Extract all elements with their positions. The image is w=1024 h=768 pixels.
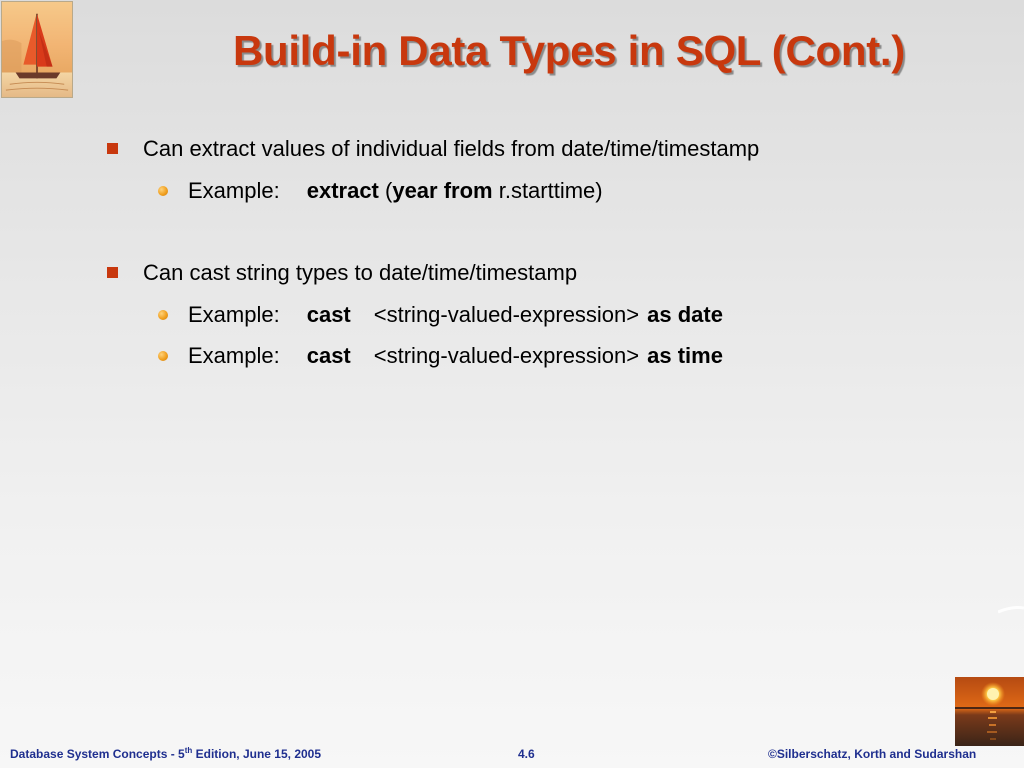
sub-bullet-2-1: [188, 301, 723, 329]
footer-left-sup: th: [184, 746, 193, 755]
bullet-item-1: Can extract values of individual fields from date/time/timestamp: [143, 136, 760, 161]
keyword-as-date: as date: [647, 302, 723, 327]
bullet-item-2: Can cast string types to date/time/timestamp: [143, 260, 578, 285]
keyword-cast: cast: [306, 302, 351, 327]
square-bullet-icon: [107, 267, 118, 278]
footer-page-number: 4.6: [518, 747, 535, 761]
circle-bullet-icon: [158, 351, 168, 361]
footer-copyright: ©Silberschatz, Korth and Sudarshan: [768, 747, 977, 761]
decorative-swoosh-icon: [998, 600, 1024, 624]
slide-title: Build-in Data Types in SQL (Cont.): [233, 27, 905, 74]
footer-left-tail: Edition, June 15, 2005: [192, 747, 322, 761]
sub-text: <string-valued-expression>: [373, 302, 640, 327]
sub-bullet-1-1: [188, 177, 603, 205]
circle-bullet-icon: [158, 310, 168, 320]
example-label: Example:: [188, 343, 280, 368]
square-bullet-icon: [107, 143, 118, 154]
sub-bullet-2-2: [188, 342, 723, 370]
sub-text: (: [378, 178, 393, 203]
sub-text: r.starttime): [492, 178, 603, 203]
sunset-icon: [955, 677, 1024, 746]
keyword-cast: cast: [306, 343, 351, 368]
keyword-year-from: year from: [392, 178, 493, 203]
circle-bullet-icon: [158, 186, 168, 196]
footer-left: [10, 744, 321, 768]
sub-text: <string-valued-expression>: [373, 343, 640, 368]
corner-image: [955, 677, 1024, 746]
example-label: Example:: [188, 302, 280, 327]
footer-left-text: Database System Concepts - 5: [10, 747, 185, 761]
keyword-as-time: as time: [647, 343, 723, 368]
example-label: Example:: [188, 178, 280, 203]
keyword-extract: extract: [306, 178, 379, 203]
